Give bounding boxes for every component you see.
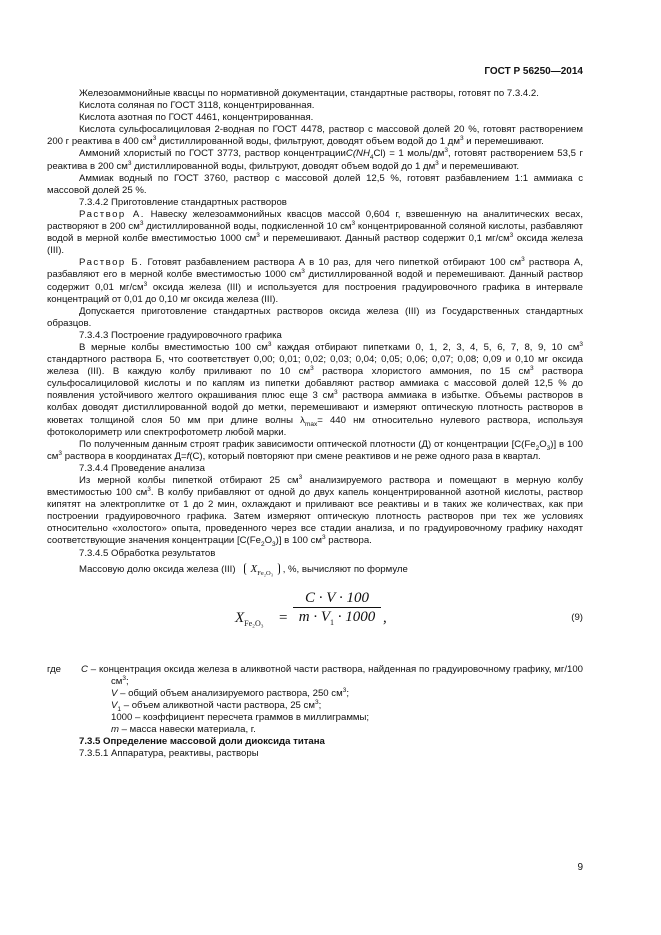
paragraph: Аммоний хлористый по ГОСТ 3773, раствор $концентрацииC(NH_4Cl) = 1$ моль/$дм^3$, готовят растворением 53,5 г реактива в 200 $см^3$ дистиллированной воды, фильтруют, доводят объем водой до 1 $дм^3$ и перемешивают.: [47, 147, 583, 172]
page-number: 9: [577, 862, 583, 873]
paragraph: Кислота азотная по ГОСТ 4461, концентрированная.: [79, 112, 314, 124]
section-heading: 7.3.4.3 Построение градуировочного графика: [79, 329, 282, 341]
formula-fraction: [293, 589, 381, 627]
where-list: [81, 664, 583, 737]
formula-9: [47, 582, 583, 656]
document-body: [47, 88, 583, 761]
section-heading: 7.3.4.4 Проведение анализа: [79, 462, 205, 474]
where-item: $V_1$ – объем аликвотной части раствора, 25 $см^3$;: [111, 698, 322, 713]
paragraph: Кислота сульфосалициловая 2-водная по ГОСТ 4478, раствор с массовой долей 20 %, готовят растворением 200 г реактива в 400 $см^3$ дистиллированной воды, фильтруют, доводят объем водой до 1 $дм^3$ и перемешивают.: [47, 124, 583, 148]
paragraph: Из мерной колбы пипеткой отбирают 25 $см^3$ анализируемого раствора и помещают в мерную колбу вместимостью 100 $см^3$. В колбу прибавляют от одной до двух капель концентрированной азотной кислоты, раствор кипятят на электроплитке от 1 до 2 мин, охлаждают и приливают все реактивы и в таких же количествах, как при построении градуировочного графика. Затем измеряют оптическую плотность растворов при тех же условиях относительно «холостого» опыта, проведенного через все стадии анализа, и по градуировочному графику находят соответствующие значения концентрации $[C(Fe_2O_3)]$ в 100 $см^3$ раствора.: [47, 473, 583, 549]
paragraph: Железоаммонийные квасцы по нормативной документации, стандартные растворы, готовят по 7.3.4.2.: [79, 88, 539, 99]
formula-numerator: C · V · 100: [293, 592, 381, 608]
section-heading: 7.3.4.5 Обработка результатов: [79, 547, 216, 559]
where-item: 1000 – коэффициент пересчета граммов в миллиграммы;: [111, 712, 370, 724]
formula-number: (9): [571, 611, 583, 623]
where-item: m – масса навески материала, г.: [111, 724, 256, 736]
paragraph: Допускается приготовление стандартных растворов оксида железа (III) из Государственных стандартных образцов.: [47, 305, 583, 329]
paragraph: В мерные колбы вместимостью 100 $см^3$ каждая отбирают пипетками 0, 1, 2, 3, 4, 5, 6, 7, 8, 9, 10 $см^3$ стандартного раствора Б, что соответствует 0,00; 0,01; 0,02; 0,03; 0,04; 0,05; 0,06; 0,07; 0,08; 0,09 и 0,10 мг оксида железа (III). В каждую колбу приливают по 10 $см^3$ раствора хлористого аммония, по 15 $см^3$ раствора сульфосалициловой кислоты и по каплям из пипетки добавляют раствор аммиака с массовой долей 12,5 % до появления устойчивого желтого окрашивания плюс еще 3 $см^3$ раствора аммиака в избытке. Объемы растворов в колбах доводят дистиллированной водой до метки, перемешивают и измеряют оптическую плотность растворов в кюветах толщиной слоя 50 мм при длине волны $\lambda_{max}= 440$ нм относительно нулевого раствора, используя фотоколориметр или спектрофотометр любой марки.: [47, 340, 584, 438]
formula-equals: =: [279, 609, 288, 626]
paragraph: Кислота соляная по ГОСТ 3118, концентрированная.: [79, 100, 315, 112]
mass-fraction-symbol: $X_{Fe_2O_3}$: [244, 563, 280, 575]
formula-denominator: $m \cdot V_1 \cdot 1000$: [298, 608, 376, 627]
section-heading: 7.3.5.1 Аппаратура, реактивы, растворы: [79, 748, 259, 760]
where-block: [47, 664, 583, 737]
section-heading: 7.3.5 Определение массовой доли диоксида титана: [79, 736, 325, 748]
paragraph: По полученным данным строят график зависимости оптической плотности (Д) от концентрации $[C(Fe_2O_3)]$ в 100 $см^3$ раствора в координатах Д=f(С), который повторяют при смене реактивов и не реже одного раза в квартал.: [47, 438, 583, 462]
paragraph: Аммиак водный по ГОСТ 3760, раствор с массовой долей 12,5 %, готовят разбавлением 1:1 аммиака с массовой долей 25 %.: [47, 172, 583, 196]
where-item: V – общий объем анализируемого раствора, 250 $см^3$;: [111, 686, 349, 699]
standard-number: ГОСТ Р 56250—2014: [484, 66, 583, 77]
section-heading: 7.3.4.2 Приготовление стандартных растворов: [79, 196, 287, 208]
where-label: где: [47, 663, 62, 675]
paragraph: Массовую долю оксида железа (III) $X_{Fe_2O_3}$ , %, вычисляют по формуле: [79, 562, 408, 577]
where-item: C – концентрация оксида железа в аликвотной части раствора, найденная по градуировочному графику, мг/100 $см^3$;: [81, 663, 583, 687]
formula-lhs: $X_{Fe_2O_3}$: [235, 609, 264, 628]
formula-comma: ,: [383, 609, 387, 626]
paragraph: Раствор Б. Готовят разбавлением раствора А в 10 раз, для чего пипеткой отбирают 100 $см^3$ раствора А, разбавляют его в мерной колбе вместимостью 1000 $см^3$ дистиллированной водой и перемешивают. Данный раствор содержит 0,01 $мг/см^3$ оксида железа (III) и используется для построения градуировочного графика в интервале концентраций от 0,01 до 0,10 мг оксида железа (III).: [47, 256, 583, 305]
paragraph: Раствор А. Навеску железоаммонийных квасцов массой 0,604 г, взвешенную на аналитических весах, растворяют в 200 $см^3$ дистиллированной воды, подкисленной 10 $см^3$ концентрированной соляной кислоты, разбавляют водой в мерной колбе вместимостью 1000 $см^3$ и перемешивают. Данный раствор содержит 0,1 $мг/см^3$ оксида железа (III).: [47, 208, 583, 257]
